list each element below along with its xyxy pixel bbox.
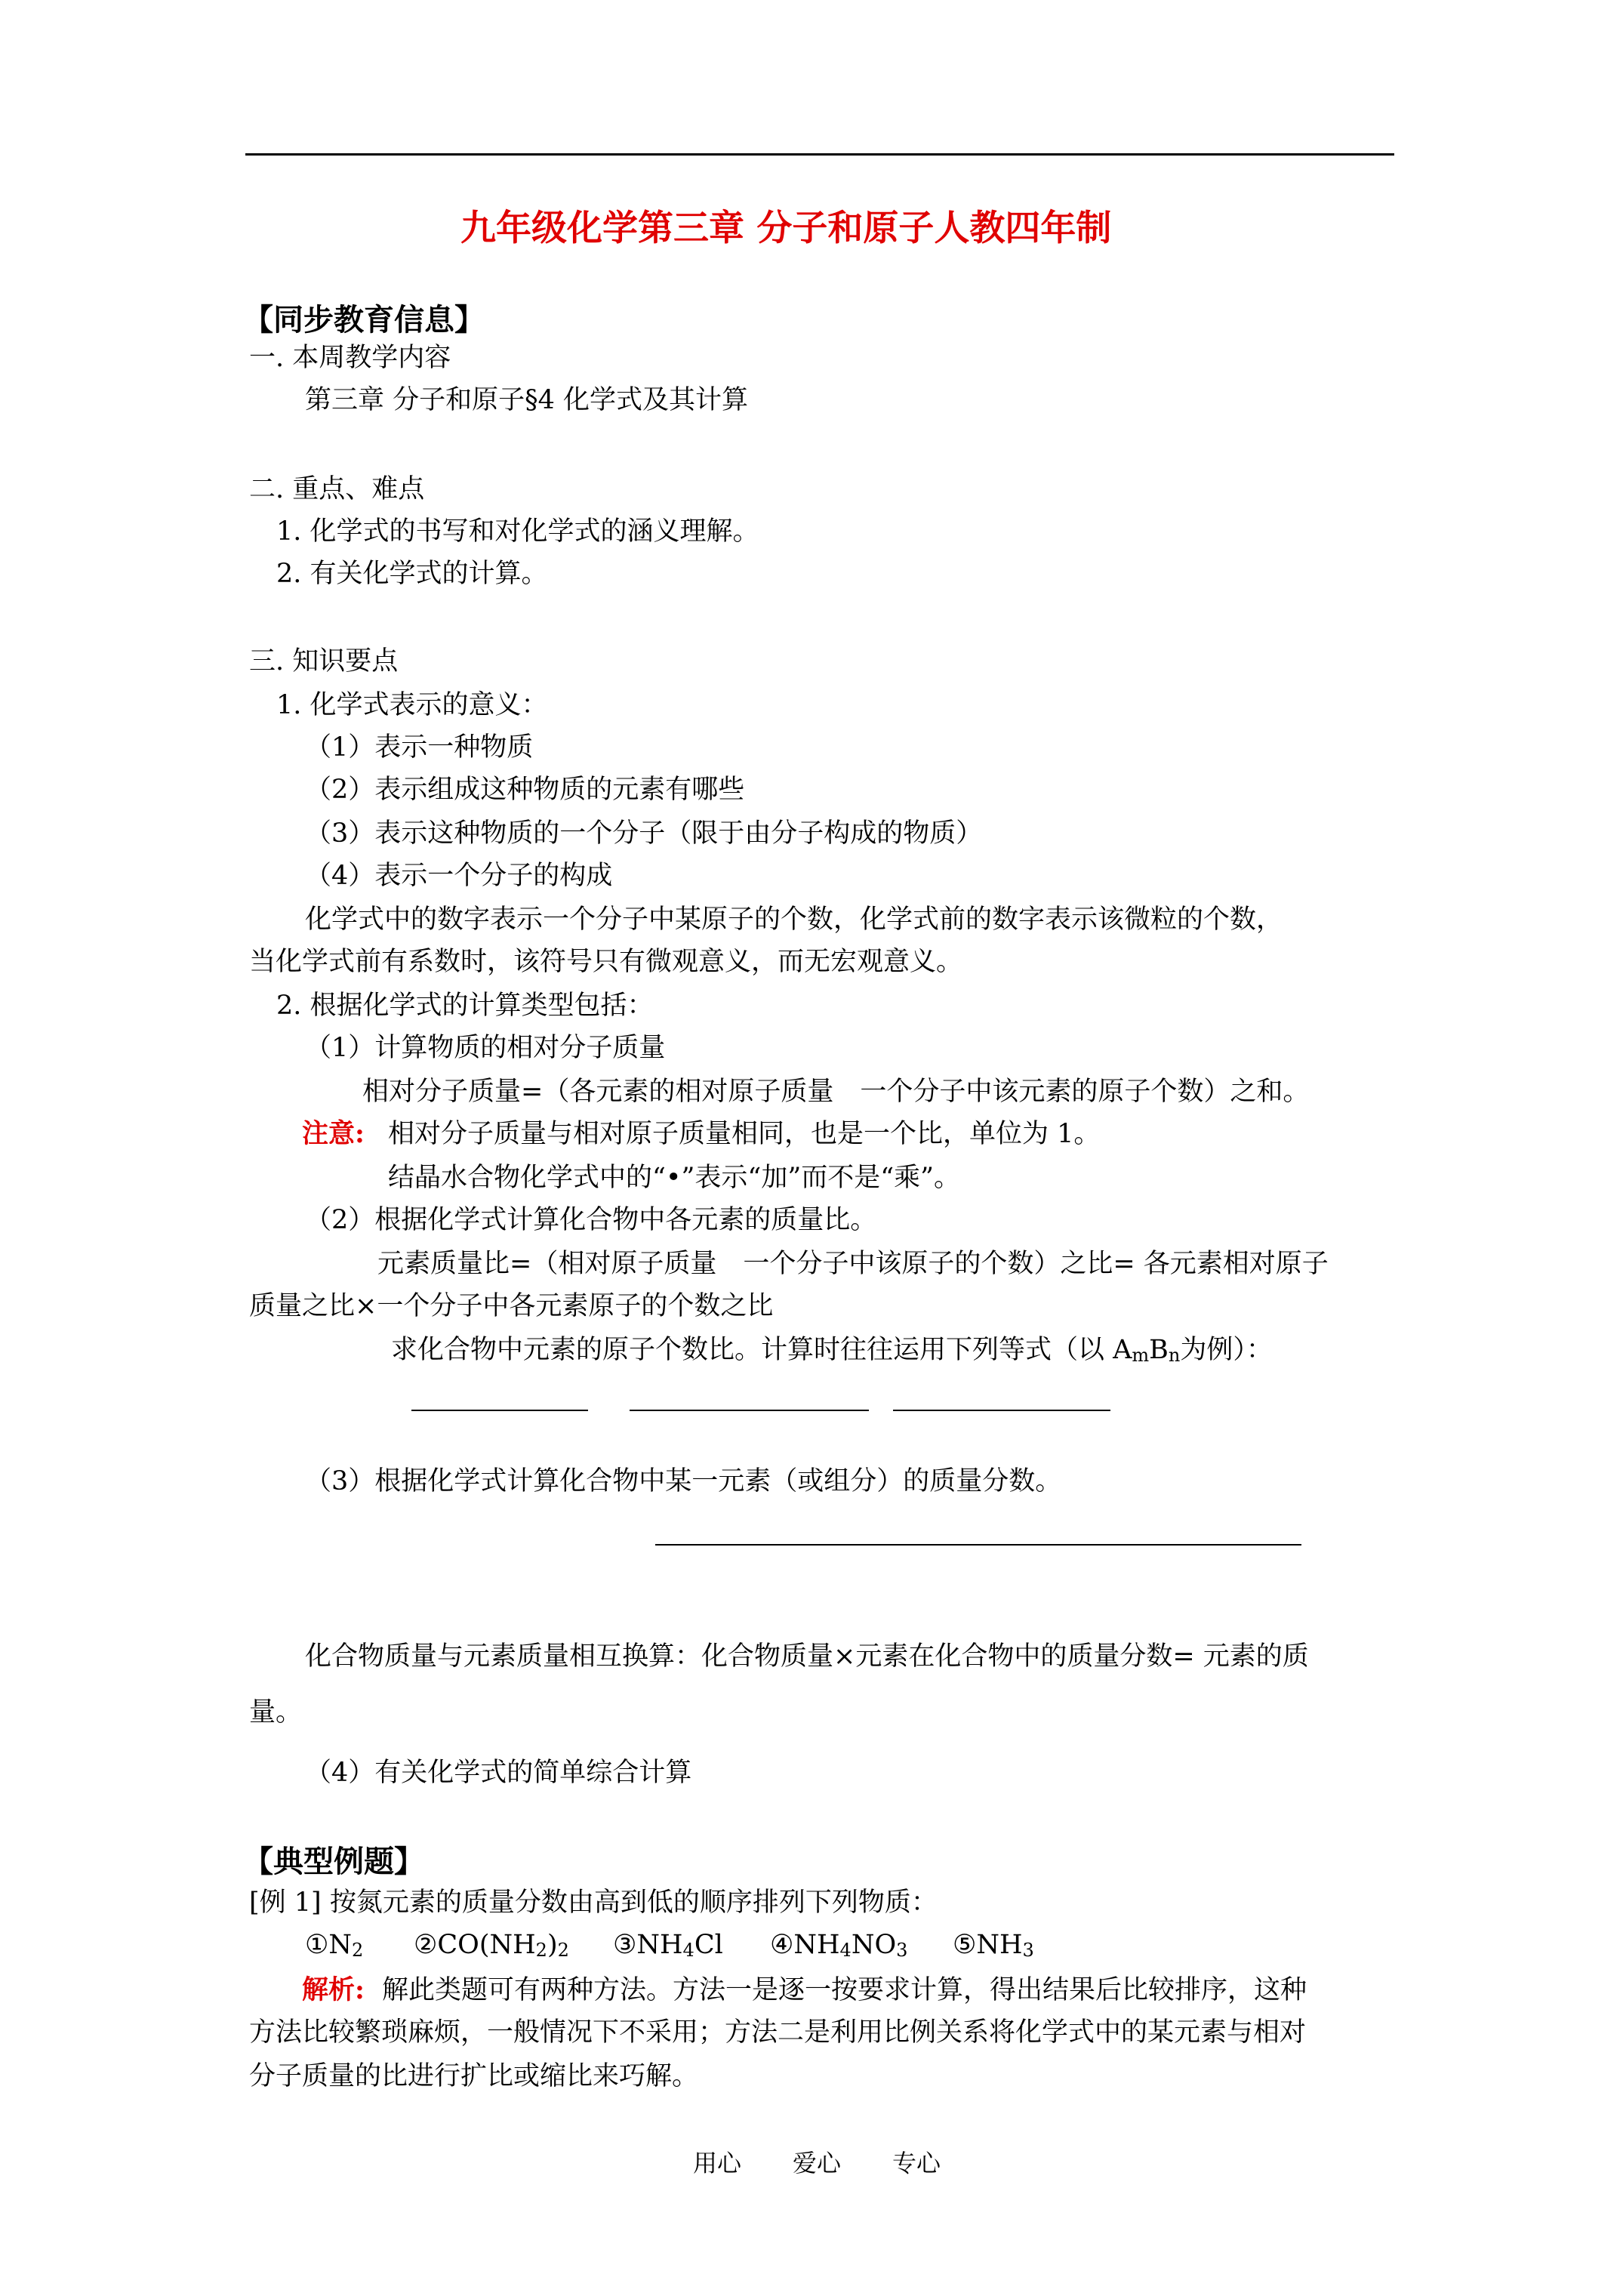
header-rule xyxy=(245,153,1394,156)
option-3-sub: 4 xyxy=(682,1940,694,1961)
option-4-sub-2: 3 xyxy=(896,1940,908,1961)
s3-p2-title: 2. 根据化学式的计算类型包括： xyxy=(276,991,654,1021)
calc-2-line-2: 质量之比×一个分子中各元素原子的个数之比 xyxy=(249,1291,774,1321)
blank-line-2 xyxy=(630,1410,869,1411)
calc-1-title: （1）计算物质的相对分子质量 xyxy=(305,1033,666,1063)
analysis-line-3: 分子质量的比进行扩比或缩比来巧解。 xyxy=(249,2061,699,2091)
analysis-line-1: 解此类题可有两种方法。方法一是逐一按要求计算，得出结果后比较排序，这种 xyxy=(382,1975,1307,2005)
blank-line-1 xyxy=(411,1410,588,1411)
conversion-line-1: 化合物质量与元素质量相互换算：化合物质量×元素在化合物中的质量分数= 元素的质 xyxy=(305,1641,1309,1672)
s2-item-1: 1. 化学式的书写和对化学式的涵义理解。 xyxy=(276,516,759,547)
page-title: 九年级化学第三章 分子和原子人教四年制 xyxy=(460,208,1112,249)
s3-p1-para-l1: 化学式中的数字表示一个分子中某原子的个数，化学式前的数字表示该微粒的个数， xyxy=(305,905,1283,935)
s3-heading: 三. 知识要点 xyxy=(249,646,399,676)
calc-4-title: （4）有关化学式的简单综合计算 xyxy=(305,1758,692,1788)
option-3-tail: Cl xyxy=(694,1930,723,1960)
option-1 xyxy=(305,1928,363,1962)
s3-p1-para-l2: 当化学式前有系数时，该符号只有微观意义，而无宏观意义。 xyxy=(249,947,963,977)
s3-p1-item-4: （4）表示一个分子的构成 xyxy=(305,861,613,891)
note-line-2: 结晶水合物化学式中的“•”表示“加”而不是“乘”。 xyxy=(388,1163,961,1193)
option-5-sub: 3 xyxy=(1022,1940,1034,1961)
option-2-sub-2: 2 xyxy=(557,1940,569,1961)
s2-item-2: 2. 有关化学式的计算。 xyxy=(276,559,548,589)
option-2-close: ) xyxy=(547,1930,558,1960)
option-5 xyxy=(953,1928,1034,1962)
calc-2-line-1: 元素质量比=（相对原子质量 一个分子中该原子的个数）之比= 各元素相对原子 xyxy=(377,1249,1329,1279)
calc-2-line-3 xyxy=(391,1333,1273,1367)
option-3 xyxy=(613,1928,723,1962)
analysis-line-2: 方法比较繁琐麻烦，一般情况下不采用；方法二是利用比例关系将化学式中的某元素与相对 xyxy=(249,2017,1307,2048)
calc-2-line-3-pre: 求化合物中元素的原子个数比。计算时往往运用下列等式（以 A xyxy=(391,1335,1132,1365)
option-4-sub: 4 xyxy=(839,1940,852,1961)
footer-item-2: 爱心 xyxy=(793,2149,842,2177)
option-4-text: ④NH xyxy=(770,1930,840,1960)
s1-heading: 一. 本周教学内容 xyxy=(249,343,451,373)
blank-line-4 xyxy=(655,1544,1301,1546)
option-4-tail: NO xyxy=(851,1930,897,1960)
option-3-text: ③NH xyxy=(613,1930,683,1960)
option-2 xyxy=(414,1928,569,1962)
calc-3-title: （3）根据化学式计算化合物中某一元素（或组分）的质量分数。 xyxy=(305,1466,1062,1496)
option-2-sub-1: 2 xyxy=(535,1940,547,1961)
subscript-n: n xyxy=(1168,1345,1181,1366)
example-1-question: [例 1] 按氮元素的质量分数由高到低的顺序排列下列物质： xyxy=(249,1888,938,1918)
note-line-1: 相对分子质量与相对原子质量相同，也是一个比，单位为 1。 xyxy=(388,1119,1101,1149)
footer-item-1: 用心 xyxy=(693,2149,742,2177)
analysis-label: 解析: xyxy=(302,1974,365,2005)
footer-item-3: 专心 xyxy=(892,2149,941,2177)
calc-2-title: （2）根据化学式计算化合物中各元素的质量比。 xyxy=(305,1205,877,1235)
info-header: 【同步教育信息】 xyxy=(243,302,485,337)
s1-content: 第三章 分子和原子§4 化学式及其计算 xyxy=(305,385,749,415)
s3-p1-item-2: （2）表示组成这种物质的元素有哪些 xyxy=(305,775,745,805)
calc-1-formula: 相对分子质量=（各元素的相对原子质量 一个分子中该元素的原子个数）之和。 xyxy=(362,1077,1310,1107)
option-5-text: ⑤NH xyxy=(953,1930,1023,1960)
s2-heading: 二. 重点、难点 xyxy=(249,474,425,504)
examples-header: 【典型例题】 xyxy=(243,1844,424,1879)
option-2-text: ②CO(NH xyxy=(414,1930,536,1960)
s3-p1-item-1: （1）表示一种物质 xyxy=(305,732,534,763)
s3-p1-item-3: （3）表示这种物质的一个分子（限于由分子构成的物质） xyxy=(305,818,983,849)
subscript-m: m xyxy=(1132,1345,1150,1366)
calc-2-line-3-post: 为例）： xyxy=(1180,1335,1273,1365)
blank-line-3 xyxy=(893,1410,1110,1411)
option-1-sub: 2 xyxy=(352,1940,364,1961)
calc-2-line-3-mid: B xyxy=(1149,1335,1169,1365)
s3-p1-title: 1. 化学式表示的意义： xyxy=(276,690,548,720)
note-label: 注意: xyxy=(302,1118,365,1149)
option-1-text: ①N xyxy=(305,1930,353,1960)
option-4 xyxy=(770,1928,907,1962)
conversion-line-2: 量。 xyxy=(249,1697,303,1727)
